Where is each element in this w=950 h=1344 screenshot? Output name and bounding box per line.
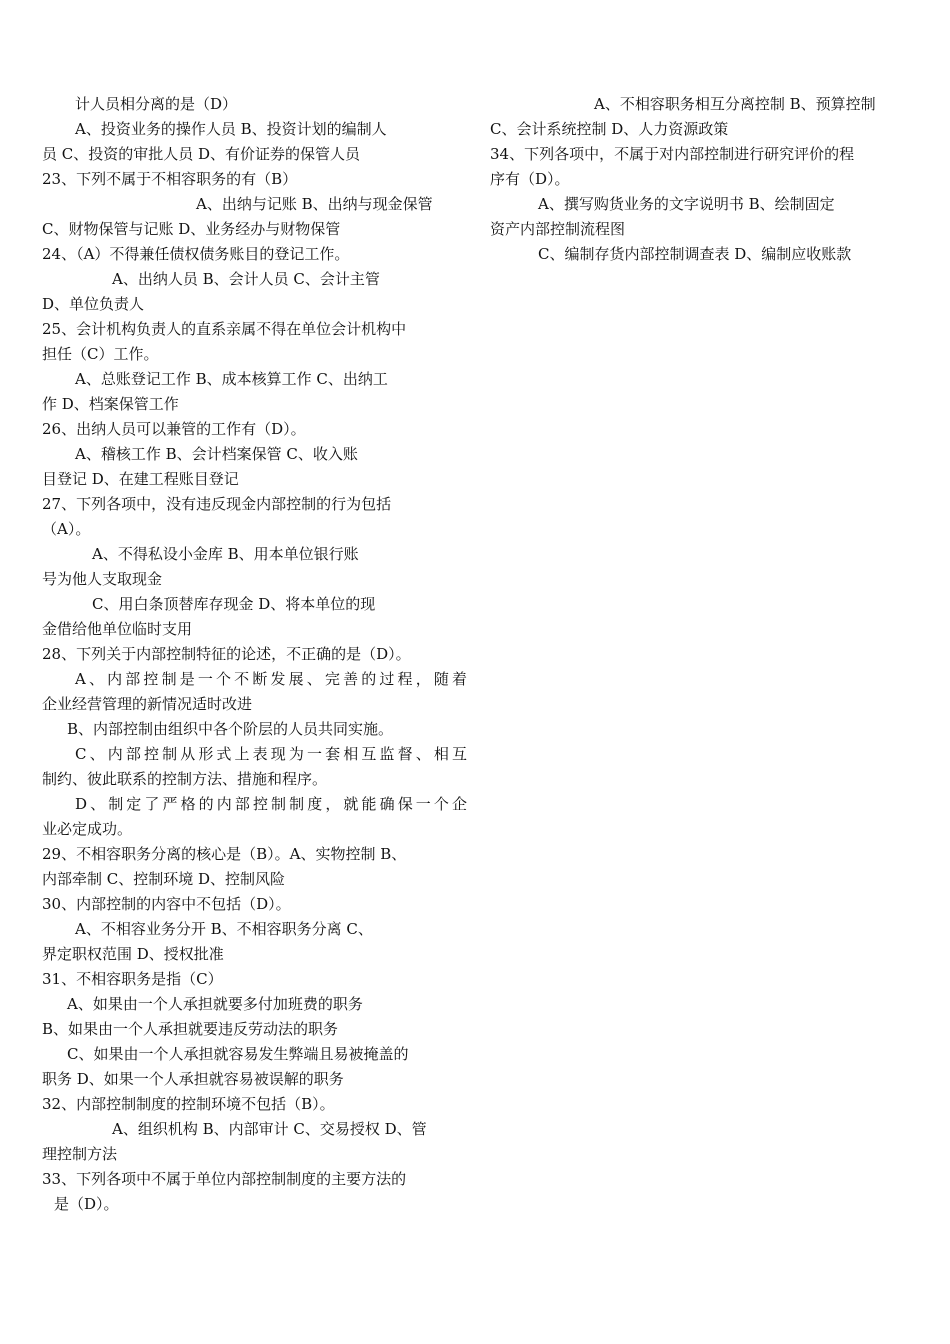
question-28: 28、下列关于内部控制特征的论述，不正确的是（D）。 [42, 645, 411, 663]
text-line: A、撰写购货业务的文字说明书 B、绘制固定 [538, 195, 835, 213]
text-line: A、出纳与记账 B、出纳与现金保管 [196, 195, 433, 213]
text-line: B、内部控制由组织中各个阶层的人员共同实施。 [67, 720, 394, 738]
question-34: 34、下列各项中，不属于对内部控制进行研究评价的程 [490, 145, 855, 163]
text-line: A、总账登记工作 B、成本核算工作 C、出纳工 [75, 370, 388, 388]
text-line: C、内部控制从形式上表现为一套相互监督、相互 [75, 745, 467, 763]
text-line: 资产内部控制流程图 [490, 220, 626, 238]
text-line: 理控制方法 [42, 1145, 118, 1163]
text-line: 担任（C）工作。 [42, 345, 159, 363]
text-line: 业必定成功。 [42, 820, 133, 838]
text-line: 职务 D、如果一个人承担就容易被误解的职务 [42, 1070, 344, 1088]
text-line: C、财物保管与记账 D、业务经办与财物保管 [42, 220, 341, 238]
text-line: 计人员相分离的是（D） [75, 95, 238, 113]
text-line: 内部牵制 C、控制环境 D、控制风险 [42, 870, 286, 888]
text-line: （A）。 [42, 520, 91, 538]
text-line: A、如果由一个人承担就要多付加班费的职务 [67, 995, 363, 1013]
question-26: 26、出纳人员可以兼管的工作有（D）。 [42, 420, 306, 438]
text-line: A、不得私设小金库 B、用本单位银行账 [92, 545, 359, 563]
right-column [490, 92, 915, 267]
text-line: C、用白条顶替库存现金 D、将本单位的现 [92, 595, 376, 613]
text-line: A、不相容职务相互分离控制 B、预算控制 [594, 95, 876, 113]
text-line: D、制定了严格的内部控制制度，就能确保一个企 [75, 795, 467, 813]
question-33: 33、下列各项中不属于单位内部控制制度的主要方法的 [42, 1170, 407, 1188]
text-line: A、内部控制是一个不断发展、完善的过程，随着 [75, 670, 467, 688]
question-24: 24、（A）不得兼任债权债务账目的登记工作。 [42, 245, 350, 263]
text-line: 金借给他单位临时支用 [42, 620, 193, 638]
text-line: C、编制存货内部控制调查表 D、编制应收账款 [538, 245, 852, 263]
question-29: 29、不相容职务分离的核心是（B）。A、实物控制 B、 [42, 845, 407, 863]
text-line: A、组织机构 B、内部审计 C、交易授权 D、管 [112, 1120, 427, 1138]
text-line: B、如果由一个人承担就要违反劳动法的职务 [42, 1020, 339, 1038]
text-line: A、不相容业务分开 B、不相容职务分离 C、 [75, 920, 373, 938]
question-31: 31、不相容职务是指（C） [42, 970, 223, 988]
question-32: 32、内部控制制度的控制环境不包括（B）。 [42, 1095, 335, 1113]
question-27: 27、下列各项中，没有违反现金内部控制的行为包括 [42, 495, 392, 513]
text-line: 企业经营管理的新情况适时改进 [42, 695, 253, 713]
text-line: 号为他人支取现金 [42, 570, 163, 588]
text-line: D、单位负责人 [42, 295, 145, 313]
text-line: 是（D）。 [54, 1195, 119, 1213]
question-30: 30、内部控制的内容中不包括（D）。 [42, 895, 291, 913]
text-line: C、如果由一个人承担就容易发生弊端且易被掩盖的 [67, 1045, 409, 1063]
text-line: 序有（D）。 [490, 170, 570, 188]
text-line: 作 D、档案保管工作 [42, 395, 179, 413]
text-line: A、投资业务的操作人员 B、投资计划的编制人 [75, 120, 387, 138]
text-line: 制约、彼此联系的控制方法、措施和程序。 [42, 770, 328, 788]
text-line: C、会计系统控制 D、人力资源政策 [490, 120, 729, 138]
question-23: 23、下列不属于不相容职务的有（B） [42, 170, 298, 188]
text-line: A、稽核工作 B、会计档案保管 C、收入账 [75, 445, 358, 463]
question-25: 25、会计机构负责人的直系亲属不得在单位会计机构中 [42, 320, 407, 338]
text-line: 目登记 D、在建工程账目登记 [42, 470, 239, 488]
left-column [42, 92, 467, 1217]
text-line: A、出纳人员 B、会计人员 C、会计主管 [112, 270, 380, 288]
text-line: 员 C、投资的审批人员 D、有价证券的保管人员 [42, 145, 361, 163]
text-line: 界定职权范围 D、授权批准 [42, 945, 224, 963]
